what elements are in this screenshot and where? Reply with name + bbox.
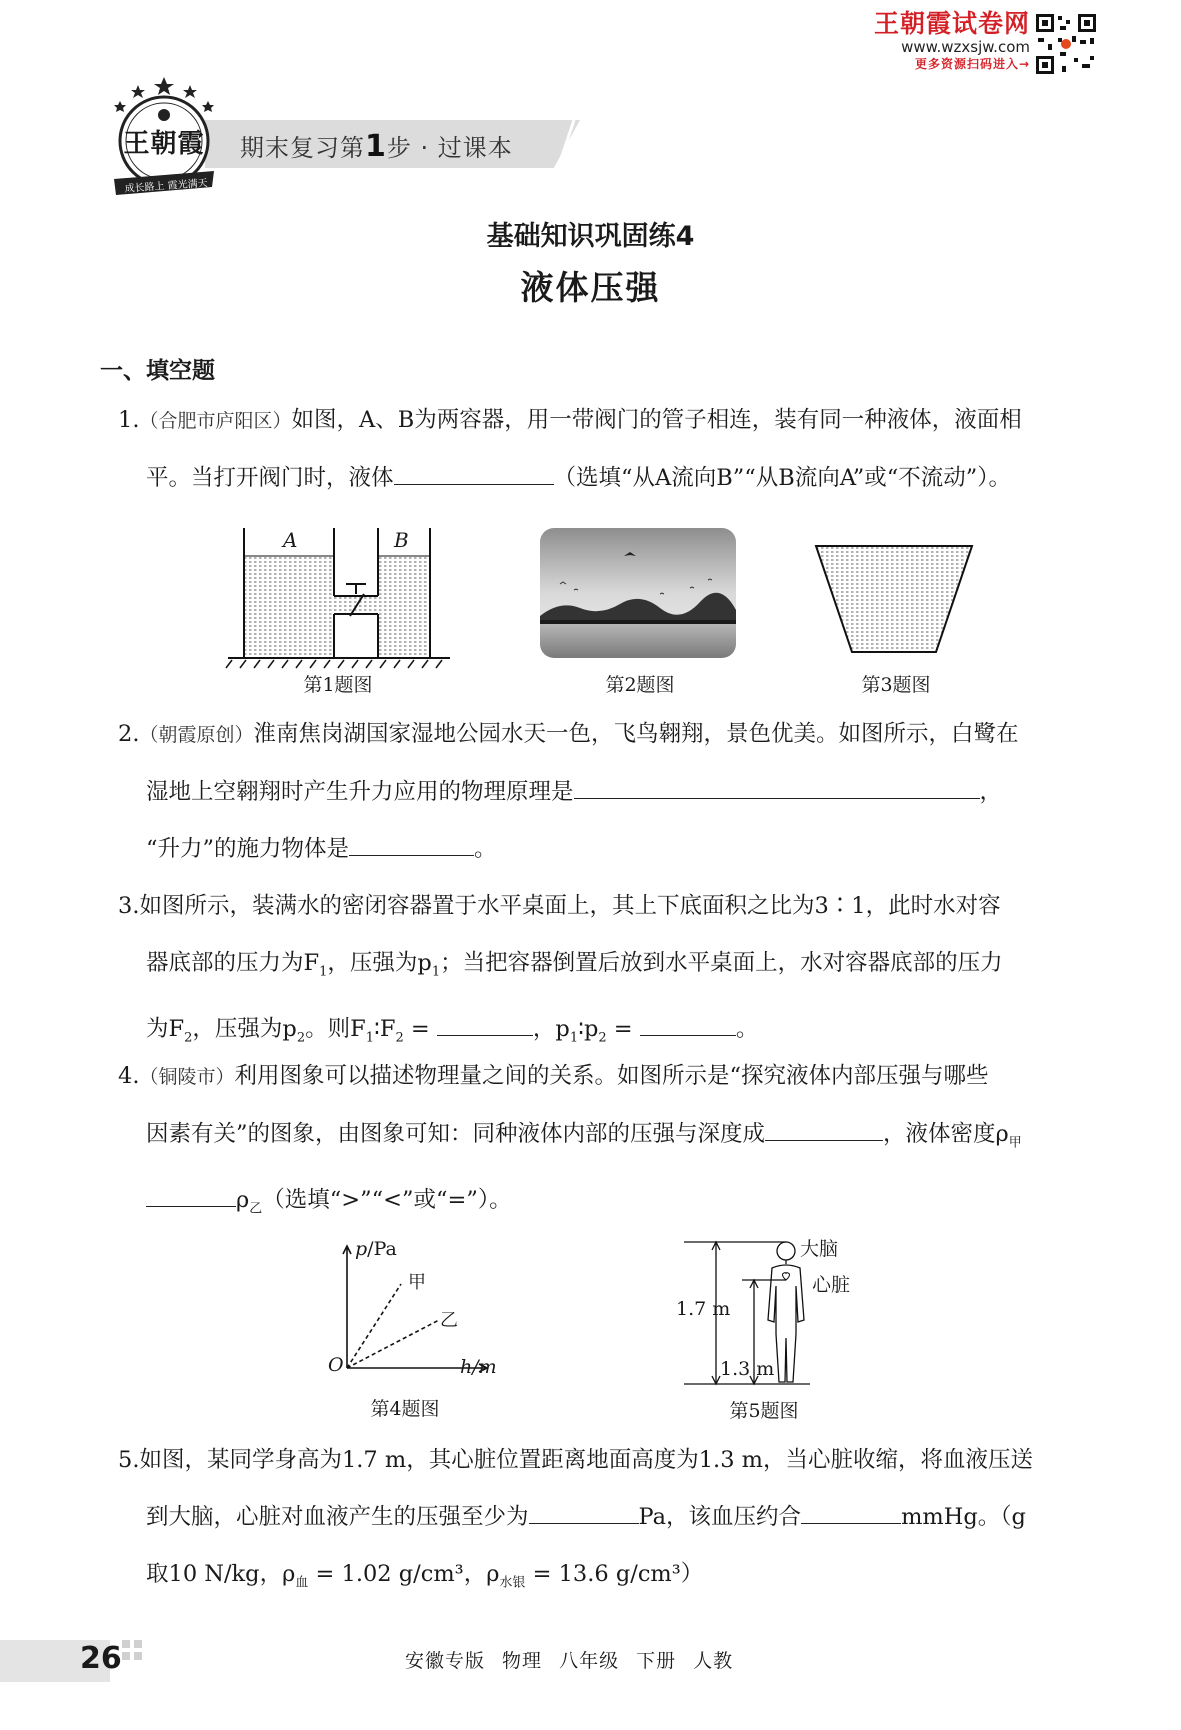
question-5: 5.如图，某同学身高为1.7 m，其心脏位置距离地面高度为1.3 m，当心脏收缩，将血液压送 到大脑，心脏对血液产生的压强至少为 Pa，该血压约合 mmHg。（g 取10 N/kg，$\rho_血 = 1.02$ g/cm³，$\rho_{水银} = 13.6$ g/cm³） bbox=[118, 1447, 1034, 1591]
fig4-label-yi: 乙 bbox=[440, 1310, 458, 1331]
fig4-caption: 第4题图 bbox=[370, 1398, 440, 1420]
page-subtitle: 基础知识巩固练4 bbox=[486, 221, 695, 252]
fig4-label-jia: 甲 bbox=[408, 1272, 426, 1293]
fig5-label-heart: 心脏 bbox=[812, 1274, 851, 1296]
section-heading: 一、填空题 bbox=[100, 358, 215, 384]
figure-2-wetland-photo bbox=[540, 528, 736, 658]
q5-blank-mmhg[interactable] bbox=[801, 1501, 901, 1524]
footer-squares bbox=[122, 1640, 152, 1670]
q3-blank-force-ratio[interactable] bbox=[437, 1013, 533, 1036]
fig1-label-b: B bbox=[394, 528, 409, 552]
question-2: 2.（朝霞原创）淮南焦岗湖国家湿地公园水天一色，飞鸟翱翔，景色优美。如图所示，白鹭在 湿地上空翱翔时产生升力应用的物理原理是 ， “升力”的施力物体是 。 bbox=[118, 721, 1019, 862]
fig4-origin: O bbox=[328, 1354, 344, 1376]
figure-3-container bbox=[810, 542, 978, 658]
brand-block bbox=[850, 10, 1030, 72]
banner-stripes bbox=[548, 120, 588, 168]
line-jia bbox=[347, 1284, 401, 1368]
fig2-caption: 第2题图 bbox=[605, 674, 675, 696]
q3-blank-pressure-ratio[interactable] bbox=[640, 1013, 736, 1036]
question-4: 4.（铜陵市）利用图象可以描述物理量之间的关系。如图所示是“探究液体内部压强与哪些 因素有关”的图象，由图象可知：同种液体内部的压强与深度成 ，液体密度$\rho_甲$ $\rho_乙$（选填“>”“<”或“=”）。 bbox=[118, 1063, 1022, 1216]
q4-blank-relation[interactable] bbox=[765, 1118, 883, 1141]
fig4-y-axis-label: p/Pa bbox=[355, 1238, 397, 1260]
page-number: 26 bbox=[80, 1641, 122, 1676]
q4-blank-density[interactable] bbox=[146, 1184, 236, 1207]
q2-blank-principle[interactable] bbox=[574, 776, 980, 799]
brand-logo bbox=[108, 75, 220, 205]
fig5-height-heart: 1.3 m bbox=[720, 1358, 775, 1380]
footer-info: 安徽专版 物理 八年级 下册 人教 bbox=[405, 1650, 734, 1672]
fig1-caption: 第1题图 bbox=[303, 674, 373, 696]
fig4-x-axis-label: h/m bbox=[460, 1356, 497, 1378]
fig5-height-total: 1.7 m bbox=[676, 1298, 731, 1320]
brand-name: 王朝霞试卷网 bbox=[873, 9, 1030, 38]
q1-blank[interactable] bbox=[394, 462, 554, 485]
line-yi bbox=[347, 1320, 439, 1368]
banner-text: 期末复习第1步 · 过课本 bbox=[240, 129, 513, 164]
fig5-label-brain: 大脑 bbox=[800, 1238, 839, 1260]
fig3-caption: 第3题图 bbox=[861, 674, 931, 696]
logo-text: 王朝霞 bbox=[123, 129, 205, 159]
fig1-label-a: A bbox=[283, 528, 298, 552]
q2-blank-force-source[interactable] bbox=[349, 833, 474, 856]
logo-slogan: 成长路上 霞光满天 bbox=[124, 178, 209, 195]
brand-url[interactable]: www.wzxsjw.com bbox=[901, 38, 1030, 56]
figure-1-containers bbox=[218, 520, 458, 670]
page-title: 液体压强 bbox=[520, 268, 661, 307]
question-3: 3.如图所示，装满水的密闭容器置于水平桌面上，其上下底面积之比为3∶1，此时水对容 器底部的压力为$F_1$，压强为$p_1$；当把容器倒置后放到水平桌面上，水对容器底部的压力 为$F_2$，压强为$p_2$。则$F_1∶F_2$ = ，$p_1∶p_2$ = 。 bbox=[118, 893, 1003, 1045]
fig5-caption: 第5题图 bbox=[729, 1400, 799, 1422]
q5-blank-pressure[interactable] bbox=[529, 1501, 639, 1524]
brand-tip: 更多资源扫码进入→ bbox=[914, 57, 1030, 71]
qr-code-icon[interactable] bbox=[1034, 12, 1098, 76]
question-1: 1.（合肥市庐阳区）如图，A、B为两容器，用一带阀门的管子相连，装有同一种液体，液面相 平。当打开阀门时，液体 （选填“从A流向B”“从B流向A”或“不流动”）。 bbox=[118, 407, 1022, 491]
